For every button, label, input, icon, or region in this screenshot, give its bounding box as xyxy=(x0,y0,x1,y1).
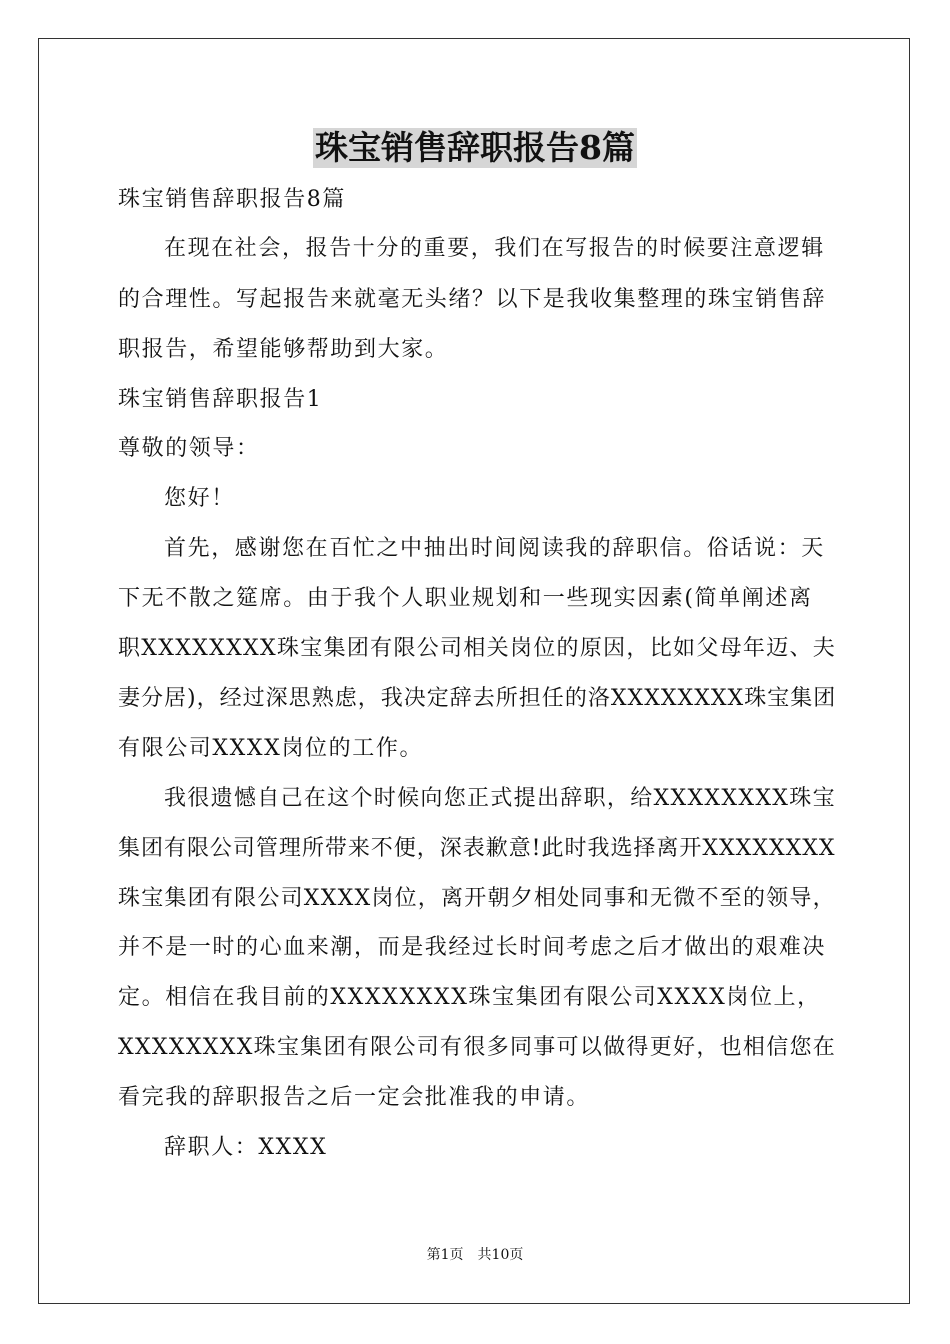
signature-line: 辞职人：XXXX xyxy=(164,1135,328,1160)
section-heading: 珠宝销售辞职报告1 xyxy=(118,387,323,412)
paragraph-line: 定。相信在我目前的XXXXXXXX珠宝集团有限公司XXXX岗位上， xyxy=(118,985,821,1010)
paragraph-line: 并不是一时的心血来潮，而是我经过长时间考虑之后才做出的艰难决 xyxy=(118,935,827,960)
paragraph-line: 集团有限公司管理所带来不便，深表歉意!此时我选择离开XXXXXXXX xyxy=(118,836,836,861)
paragraph-line: 的合理性。写起报告来就毫无头绪？以下是我收集整理的珠宝销售辞 xyxy=(118,287,827,312)
paragraph-line: 首先，感谢您在百忙之中抽出时间阅读我的辞职信。俗话说：天 xyxy=(164,536,825,561)
salutation: 尊敬的领导： xyxy=(118,436,260,461)
document-title: 珠宝销售辞职报告8篇 xyxy=(315,128,635,167)
subtitle-line: 珠宝销售辞职报告8篇 xyxy=(118,187,346,212)
paragraph-line: 珠宝集团有限公司XXXX岗位，离开朝夕相处同事和无微不至的领导， xyxy=(118,886,836,911)
paragraph-line: 看完我的辞职报告之后一定会批准我的申请。 xyxy=(118,1085,591,1110)
paragraph-line: 妻分居)，经过深思熟虑，我决定辞去所担任的洛XXXXXXXX珠宝集团 xyxy=(118,686,837,711)
paragraph-line: XXXXXXXX珠宝集团有限公司有很多同事可以做得更好，也相信您在 xyxy=(118,1035,837,1060)
page-footer: 第1页 共10页 xyxy=(426,1247,524,1263)
paragraph-line: 有限公司XXXX岗位的工作。 xyxy=(118,736,424,761)
paragraph-line: 在现在社会，报告十分的重要，我们在写报告的时候要注意逻辑 xyxy=(164,236,825,261)
paragraph-line: 职报告，希望能够帮助到大家。 xyxy=(118,337,449,362)
greeting: 您好！ xyxy=(164,486,235,511)
title-wrap xyxy=(0,128,950,168)
paragraph-line: 下无不散之筵席。由于我个人职业规划和一些现实因素(简单阐述离 xyxy=(118,586,813,611)
paragraph-line: 我很遗憾自己在这个时候向您正式提出辞职，给XXXXXXXX珠宝 xyxy=(164,786,836,811)
page-border xyxy=(38,38,910,1304)
paragraph-line: 职XXXXXXXX珠宝集团有限公司相关岗位的原因，比如父母年迈、夫 xyxy=(118,636,837,661)
